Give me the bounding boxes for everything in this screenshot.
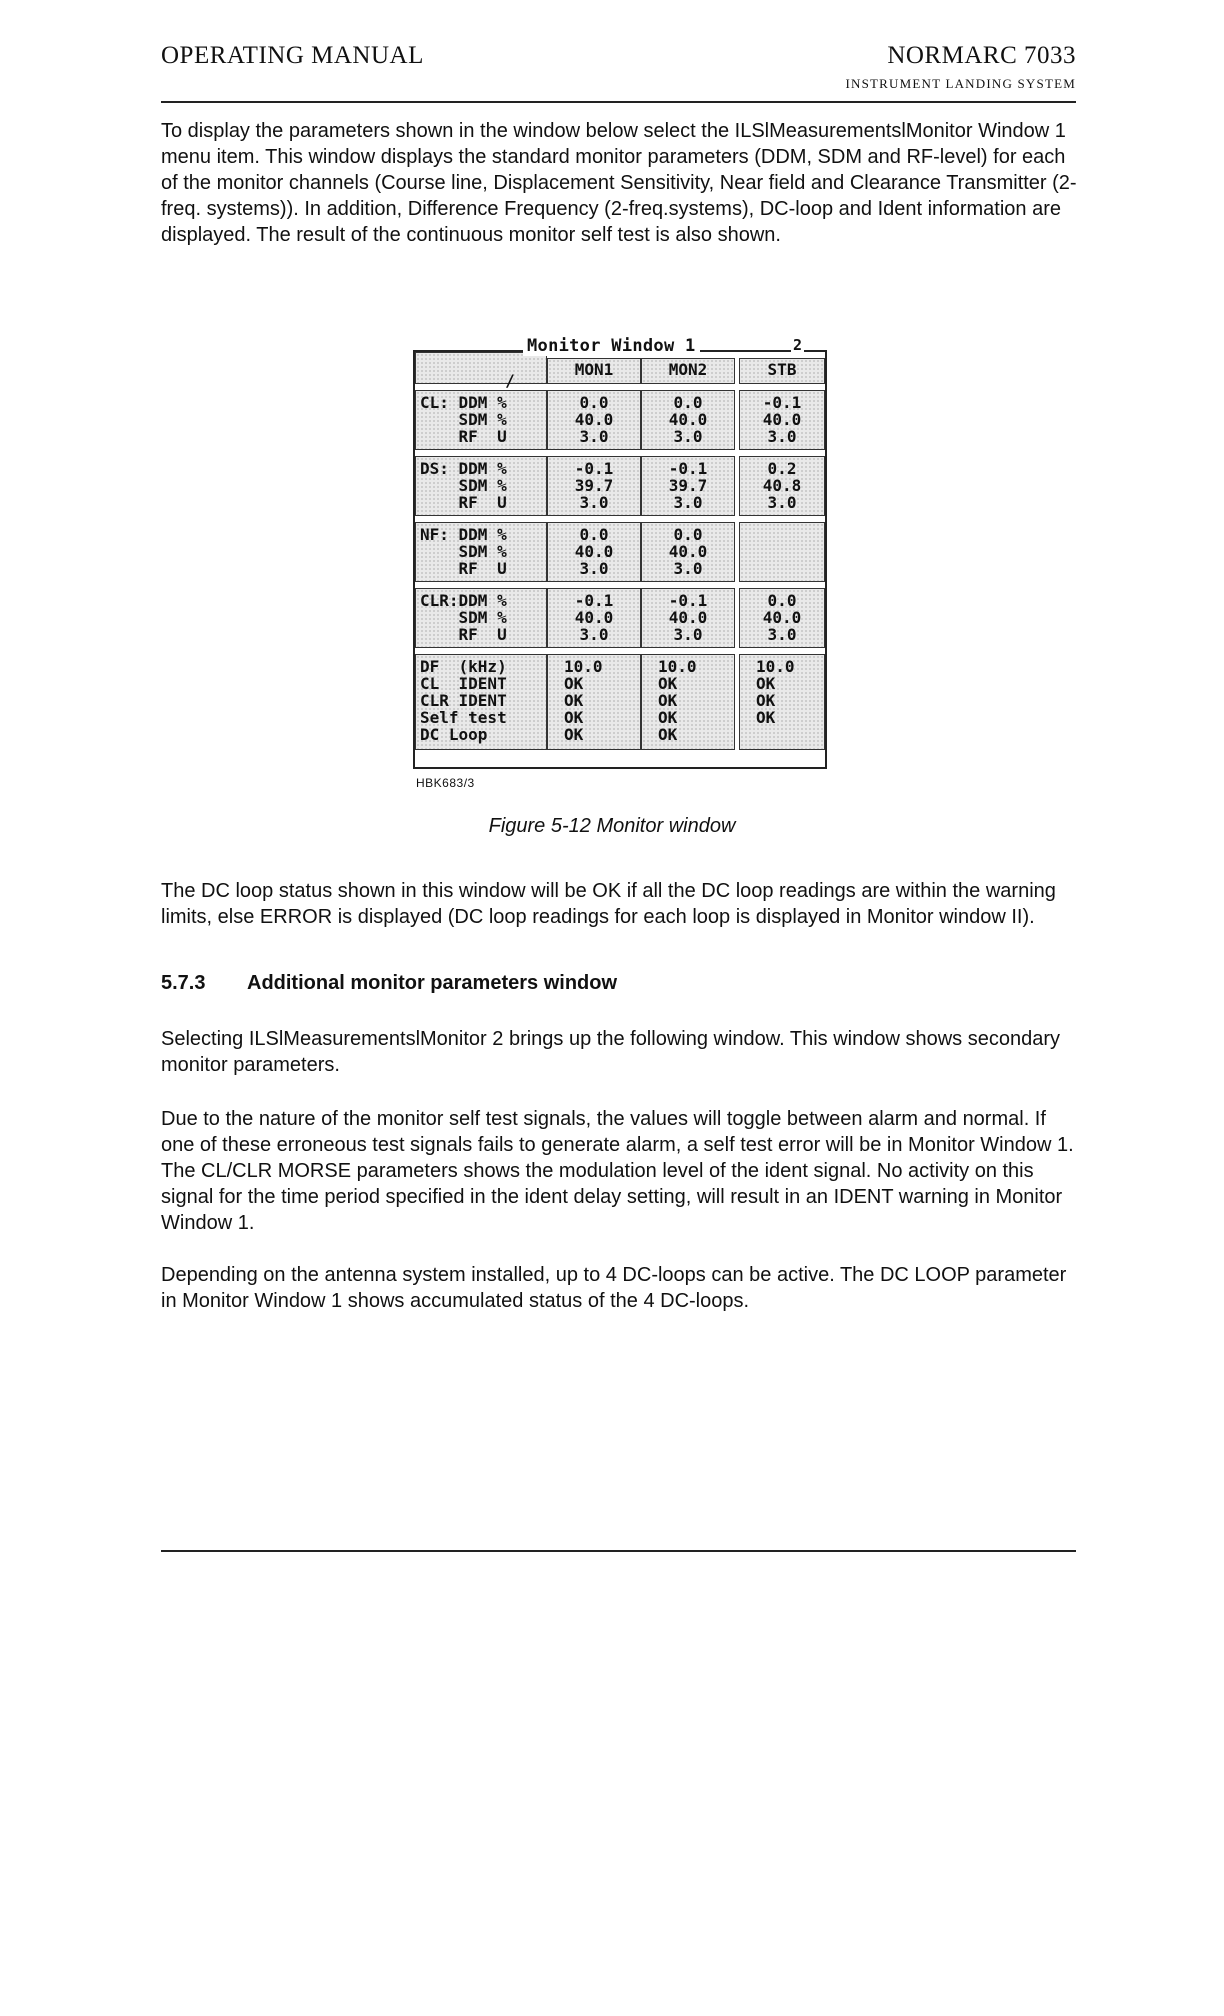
group-3-mon2-values (641, 522, 735, 582)
footer-rule (161, 1550, 1076, 1552)
group-2-mon2-values-line: 39.7 (668, 476, 708, 495)
group-5-stb-values-line: 10.0 (756, 657, 795, 676)
group-5-row-label-line: CL IDENT (420, 674, 507, 693)
group-1-stb-values-line: 3.0 (767, 427, 797, 446)
group-4-stb-values (739, 588, 825, 648)
group-2-mon2-values (641, 456, 735, 516)
column-header-stb: STB (739, 358, 825, 384)
group-3-row-label-line: NF: DDM % (420, 525, 507, 544)
group-3-mon2-values-line: 40.0 (668, 542, 708, 561)
group-4-mon2-values-line: 3.0 (673, 625, 703, 644)
group-4-mon1-values (547, 588, 641, 648)
group-1-stb-values-line: -0.1 (762, 393, 802, 412)
group-1-mon2-values (641, 390, 735, 450)
section-heading (161, 972, 617, 995)
monitor-window-number: 2 (793, 336, 803, 354)
column-header-mon2: MON2 (641, 358, 735, 384)
group-4-row-label-line: CLR:DDM % (420, 591, 507, 610)
group-5-stb-values-line: OK (756, 674, 776, 693)
group-5-stb-values-line: OK (756, 708, 776, 727)
group-5-row-label-line: Self test (420, 708, 507, 727)
group-5-row-label-line: DF (kHz) (420, 657, 507, 676)
group-4-mon1-values-line: 40.0 (574, 608, 614, 627)
group-2-stb-values-line: 40.8 (762, 476, 802, 495)
group-5-row-label-line: CLR IDENT (420, 691, 507, 710)
group-5-mon2-values-line: OK (658, 691, 678, 710)
group-1-mon1-values-line: 40.0 (574, 410, 614, 429)
section-title: Additional monitor parameters window (247, 972, 618, 994)
group-5-mon1-values-line: OK (564, 691, 584, 710)
group-2-stb-values (739, 456, 825, 516)
group-5-mon1-values-line: OK (564, 708, 584, 727)
group-2-row-label (415, 456, 547, 516)
group-2-mon1-values-line: 3.0 (579, 493, 609, 512)
group-1-row-label-line: CL: DDM % (420, 393, 507, 412)
group-5-mon1-values (547, 654, 641, 750)
header-product-subtitle: INSTRUMENT LANDING SYSTEM (845, 76, 1076, 91)
group-3-mon1-values-line: 40.0 (574, 542, 614, 561)
group-3-mon1-values-line: 0.0 (579, 525, 609, 544)
group-4-mon2-values-line: -0.1 (668, 591, 708, 610)
monitor2-paragraph: Selecting ILSlMeasurementslMonitor 2 brings up the following window. This window shows secondary monitor parameters. (161, 1028, 1060, 1076)
group-3-mon2-values-line: 3.0 (673, 559, 703, 578)
group-4-stb-values-line: 3.0 (767, 625, 797, 644)
group-2-row-label-line: DS: DDM % (420, 459, 507, 478)
antenna-paragraph: Depending on the antenna system installed, up to 4 DC-loops can be active. The DC LOOP parameter in Monitor Window 1 shows accumulated status of the 4 DC-loops. (161, 1264, 1067, 1312)
section-number: 5.7.3 (161, 972, 206, 994)
header-manual-title: OPERATING MANUAL (161, 42, 424, 69)
group-5-stb-values (739, 654, 825, 750)
dc-loop-paragraph: The DC loop status shown in this window will be OK if all the DC loop readings are within the warning limits, else ERROR is displayed (DC loop readings for each loop is displayed in Monitor window II). (161, 880, 1056, 928)
group-5-mon2-values (641, 654, 735, 750)
group-2-stb-values-line: 0.2 (767, 459, 797, 478)
group-5-mon2-values-line: OK (658, 674, 678, 693)
group-4-row-label-line: SDM % (420, 608, 507, 627)
group-1-mon1-values-line: 0.0 (579, 393, 609, 412)
group-5-row-label (415, 654, 547, 750)
corner-slash: / (505, 371, 515, 390)
group-1-row-label-line: RF U (420, 427, 507, 446)
group-3-row-label (415, 522, 547, 582)
group-2-mon2-values-line: -0.1 (668, 459, 708, 478)
group-4-row-label-line: RF U (420, 625, 507, 644)
group-3-mon1-values-line: 3.0 (579, 559, 609, 578)
group-1-mon2-values-line: 3.0 (673, 427, 703, 446)
group-5-mon2-values-line: OK (658, 725, 678, 744)
group-5-mon2-values-line: OK (658, 708, 678, 727)
group-1-mon2-values-line: 0.0 (673, 393, 703, 412)
group-4-mon2-values-line: 40.0 (668, 608, 708, 627)
header-rule (161, 101, 1076, 103)
group-4-mon1-values-line: 3.0 (579, 625, 609, 644)
group-2-mon1-values-line: -0.1 (574, 459, 614, 478)
group-5-mon1-values-line: OK (564, 674, 584, 693)
group-1-mon1-values (547, 390, 641, 450)
group-5-stb-values-line: OK (756, 691, 776, 710)
group-2-row-label-line: RF U (420, 493, 507, 512)
group-5-row-label-line: DC Loop (420, 725, 488, 744)
group-1-stb-values (739, 390, 825, 450)
group-4-row-label (415, 588, 547, 648)
corner-cell (415, 352, 547, 390)
group-5-mon2-values-line: 10.0 (658, 657, 697, 676)
group-3-row-label-line: RF U (420, 559, 507, 578)
group-4-stb-values-line: 0.0 (767, 591, 797, 610)
figure-caption: Figure 5-12 Monitor window (488, 815, 736, 837)
group-3-mon1-values (547, 522, 641, 582)
group-3-mon2-values-line: 0.0 (673, 525, 703, 544)
monitor-window-figure (413, 336, 827, 767)
group-4-stb-values-line: 40.0 (762, 608, 802, 627)
group-2-row-label-line: SDM % (420, 476, 507, 495)
group-1-row-label-line: SDM % (420, 410, 507, 429)
header-product-name: NORMARC 7033 (887, 42, 1076, 69)
group-1-stb-values-line: 40.0 (762, 410, 802, 429)
group-2-stb-values-line: 3.0 (767, 493, 797, 512)
group-4-mon1-values-line: -0.1 (574, 591, 614, 610)
figure-label: HBK683/3 (416, 776, 475, 790)
group-2-mon1-values (547, 456, 641, 516)
group-5-mon1-values-line: OK (564, 725, 584, 744)
group-5-mon1-values-line: 10.0 (564, 657, 603, 676)
group-4-mon2-values (641, 588, 735, 648)
self-test-paragraph: Due to the nature of the monitor self test signals, the values will toggle between alarm and normal. If one of these erroneous test signals fails to generate alarm, a self test error will be in Monitor Window 1. The CL/CLR MORSE parameters shows the modulation level of the ident signal. No activity on this signal for the time period specified in the ident delay setting, will result in an IDENT warning in Monitor Window 1. (161, 1108, 1074, 1234)
group-3-row-label-line: SDM % (420, 542, 507, 561)
group-2-mon2-values-line: 3.0 (673, 493, 703, 512)
monitor-window-title: Monitor Window 1 (523, 336, 700, 356)
column-header-mon1: MON1 (547, 358, 641, 384)
group-1-mon1-values-line: 3.0 (579, 427, 609, 446)
group-3-stb-values (739, 522, 825, 582)
group-1-mon2-values-line: 40.0 (668, 410, 708, 429)
group-1-row-label (415, 390, 547, 450)
group-2-mon1-values-line: 39.7 (574, 476, 614, 495)
intro-paragraph: To display the parameters shown in the window below select the ILSlMeasurementslMonitor Window 1 menu item. This window displays the standard monitor parameters (DDM, SDM and RF-level) for each of the monitor channels (Course line, Displacement Sensitivity, Near field and Clearance Transmitter (2-freq. systems)). In addition, Difference Frequency (2-freq.systems), DC-loop and Ident information are displayed. The result of the continuous monitor self test is also shown. (161, 120, 1077, 246)
